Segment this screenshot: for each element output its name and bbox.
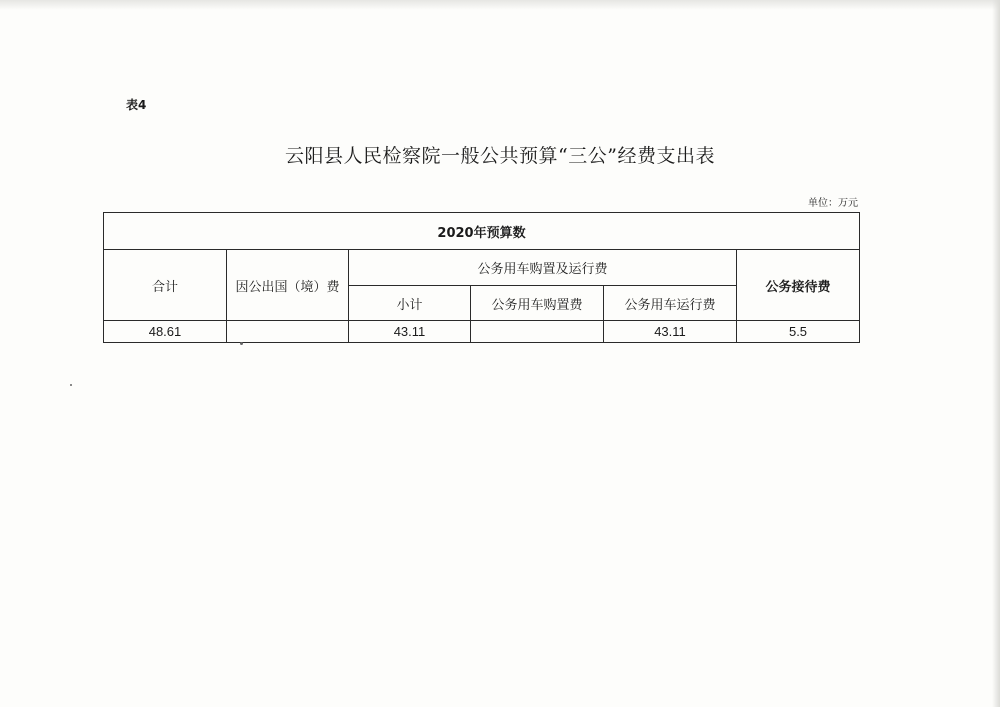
document-title: 云阳县人民检察院一般公共预算“三公”经费支出表 bbox=[285, 145, 715, 167]
table-data-row bbox=[104, 321, 860, 343]
cell-reception: 5.5 bbox=[737, 321, 860, 343]
cell-total: 48.61 bbox=[104, 321, 227, 343]
cell-vehicle-operation: 43.11 bbox=[604, 321, 737, 343]
scan-shadow-right bbox=[992, 0, 1000, 707]
scan-speck bbox=[240, 342, 243, 345]
scan-speck bbox=[70, 384, 72, 386]
scan-shadow-top bbox=[0, 0, 1000, 10]
header-reception-expense: 公务接待费 bbox=[737, 250, 860, 321]
table-number-label: 表4 bbox=[126, 98, 147, 112]
unit-label: 单位：万元 bbox=[808, 198, 858, 209]
header-total: 合计 bbox=[104, 250, 227, 321]
cell-subtotal: 43.11 bbox=[349, 321, 471, 343]
header-vehicle-group: 公务用车购置及运行费 bbox=[349, 250, 737, 286]
cell-abroad bbox=[227, 321, 349, 343]
budget-table bbox=[103, 212, 860, 343]
table-header-row bbox=[104, 213, 860, 250]
header-subtotal: 小计 bbox=[349, 286, 471, 321]
header-budget-year: 2020年预算数 bbox=[104, 213, 860, 250]
header-vehicle-purchase: 公务用车购置费 bbox=[471, 286, 604, 321]
cell-vehicle-purchase bbox=[471, 321, 604, 343]
header-abroad-expense: 因公出国（境）费 bbox=[227, 250, 349, 321]
table-subheader-row bbox=[104, 250, 860, 286]
header-vehicle-operation: 公务用车运行费 bbox=[604, 286, 737, 321]
